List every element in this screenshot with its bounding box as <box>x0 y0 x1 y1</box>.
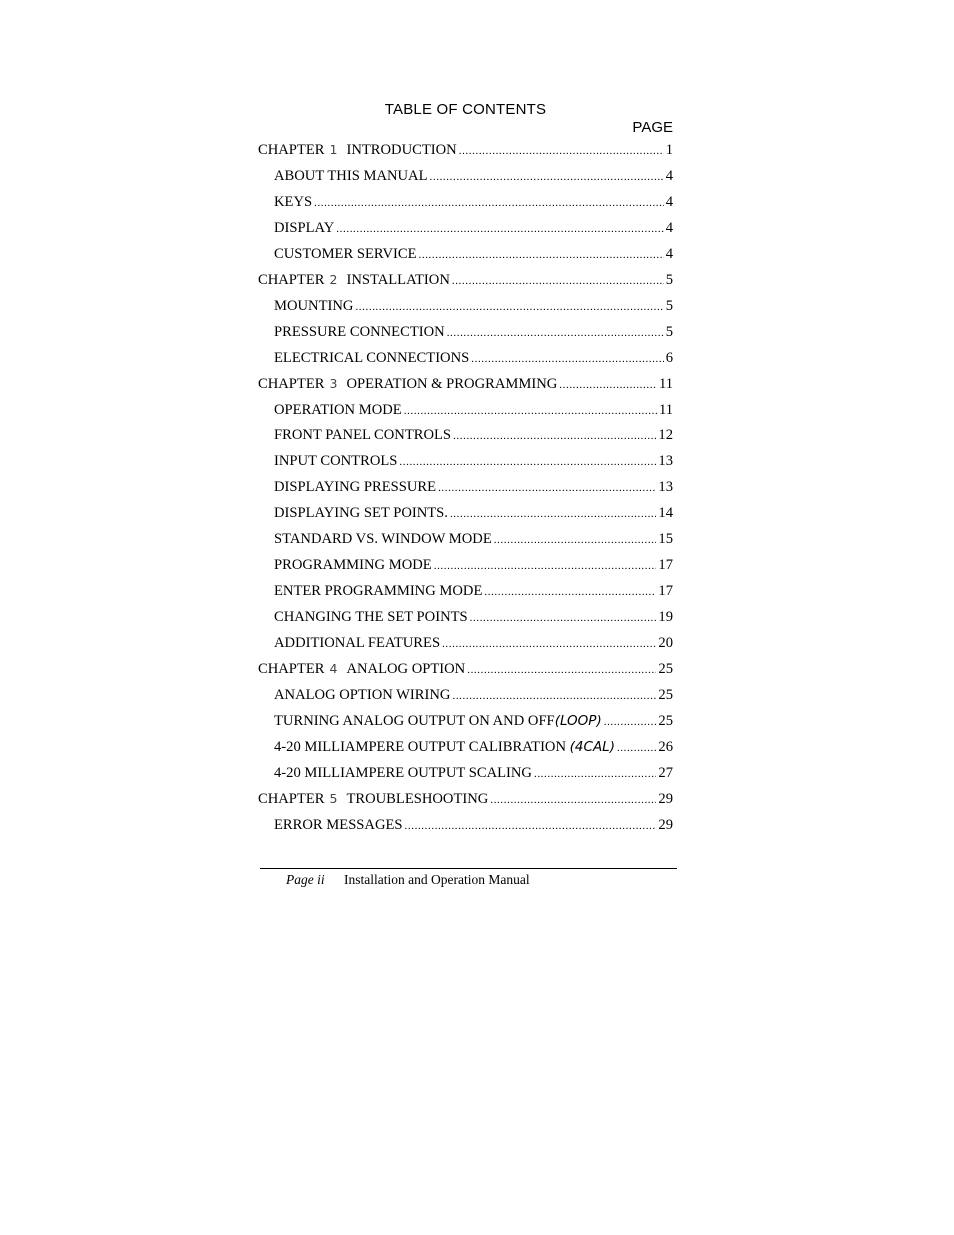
entry-page-number: 5 <box>665 272 673 288</box>
toc-entry-title <box>258 142 457 159</box>
entry-page-number: 19 <box>658 609 673 625</box>
chapter-number: 4 <box>329 661 338 676</box>
dot-leader <box>399 456 656 468</box>
toc-entry-title <box>274 609 468 626</box>
entry-page-number: 4 <box>665 168 673 184</box>
footer-page-number: Page ii <box>286 872 325 887</box>
entry-page-number: 4 <box>665 220 673 236</box>
chapter-label: CHAPTER <box>258 142 325 158</box>
entry-page-number: 29 <box>658 791 673 807</box>
chapter-label: CHAPTER <box>258 272 325 288</box>
toc-section-entry <box>274 427 673 447</box>
entry-title-text: INPUT CONTROLS <box>274 453 398 469</box>
toc-entry-title <box>274 220 334 237</box>
footer-manual-title: Installation and Operation Manual <box>344 872 530 887</box>
toc-section-entry <box>274 687 673 707</box>
entry-page-number: 6 <box>665 350 673 366</box>
entry-title-text: ANALOG OPTION <box>346 661 466 677</box>
toc-entry-title <box>258 272 450 289</box>
toc-entry-title <box>274 817 403 834</box>
dot-leader <box>490 794 656 806</box>
dot-leader <box>604 716 657 728</box>
entry-title-text: 4-20 MILLIAMPERE OUTPUT SCALING <box>274 765 532 781</box>
dot-leader <box>419 249 664 261</box>
entry-title-text: FRONT PANEL CONTROLS <box>274 427 452 443</box>
toc-section-entry <box>274 583 673 603</box>
toc-entry-title <box>274 194 312 211</box>
entry-page-number: 25 <box>658 661 673 677</box>
dot-leader <box>314 197 664 209</box>
dot-leader <box>336 223 663 235</box>
chapter-label: CHAPTER <box>258 791 325 807</box>
dot-leader <box>450 508 656 520</box>
chapter-number: 1 <box>329 142 338 157</box>
dot-leader <box>434 560 657 572</box>
dot-leader <box>404 405 657 417</box>
entry-page-number: 26 <box>658 739 673 755</box>
entry-title-text: STANDARD VS. WINDOW MODE <box>274 531 492 547</box>
toc-entry-title <box>274 324 445 341</box>
toc-entry-title <box>258 661 465 678</box>
toc-entry-title <box>274 505 448 522</box>
toc-entry-title <box>258 791 488 808</box>
toc-entry-title <box>274 531 492 548</box>
entry-title-text: DISPLAYING PRESSURE <box>274 479 437 495</box>
dot-leader <box>470 612 657 624</box>
page-footer <box>286 872 530 888</box>
entry-page-number: 17 <box>658 557 673 573</box>
dot-leader <box>467 664 656 676</box>
entry-page-number: 5 <box>665 324 673 340</box>
entry-title-text: CHANGING THE SET POINTS <box>274 609 468 625</box>
toc-section-entry <box>274 453 673 473</box>
entry-title-text: ABOUT THIS MANUAL <box>274 168 428 184</box>
toc-entry-title <box>274 635 440 652</box>
toc-section-entry <box>274 168 673 188</box>
entry-title-text: CUSTOMER SERVICE <box>274 246 417 262</box>
toc-chapter-entry <box>258 142 673 162</box>
entry-page-number: 1 <box>665 142 673 158</box>
chapter-label: CHAPTER <box>258 661 325 677</box>
toc-entry-title <box>274 687 450 704</box>
toc-entry-title <box>274 427 451 444</box>
entry-page-number: 17 <box>658 583 673 599</box>
toc-entry-title <box>274 168 428 185</box>
toc-chapter-entry <box>258 376 673 396</box>
dot-leader <box>452 690 656 702</box>
entry-title-text: KEYS <box>274 194 313 210</box>
toc-section-entry <box>274 298 673 318</box>
toc-chapter-entry <box>258 661 673 681</box>
entry-page-number: 27 <box>658 765 673 781</box>
toc-section-entry <box>274 817 673 837</box>
dot-leader <box>453 430 656 442</box>
chapter-label: CHAPTER <box>258 376 325 392</box>
entry-page-number: 20 <box>658 635 673 651</box>
toc-section-entry <box>274 531 673 551</box>
entry-title-text: OPERATION MODE <box>274 402 402 418</box>
toc-entry-title <box>274 765 532 782</box>
toc-section-entry <box>274 479 673 499</box>
toc-entry-title <box>274 479 436 496</box>
dot-leader <box>484 586 656 598</box>
entry-title-text: INSTALLATION <box>346 272 450 288</box>
dot-leader <box>447 327 664 339</box>
page-column-header: PAGE <box>632 119 673 136</box>
entry-title-text: DISPLAY <box>274 220 335 236</box>
dot-leader <box>405 820 657 832</box>
entry-title-text: TROUBLESHOOTING <box>346 791 489 807</box>
toc-entry-title <box>274 453 397 470</box>
toc-section-entry <box>274 505 673 525</box>
entry-page-number: 29 <box>658 817 673 833</box>
dot-leader <box>430 171 664 183</box>
chapter-number: 2 <box>329 272 338 287</box>
entry-code: (4CAL) <box>569 739 615 755</box>
dot-leader <box>459 145 664 157</box>
entry-code: (LOOP) <box>554 713 602 729</box>
toc-entry-title <box>274 557 432 574</box>
entry-page-number: 5 <box>665 298 673 314</box>
entry-title-text: MOUNTING <box>274 298 354 314</box>
entry-page-number: 4 <box>665 246 673 262</box>
toc-entry-title <box>274 713 602 730</box>
toc-chapter-entry <box>258 272 673 292</box>
entry-title-text: 4-20 MILLIAMPERE OUTPUT CALIBRATION <box>274 739 570 755</box>
toc-entry-title <box>274 246 417 263</box>
entry-page-number: 14 <box>658 505 673 521</box>
toc-section-entry <box>274 194 673 214</box>
toc-section-entry <box>274 324 673 344</box>
toc-entry-title <box>274 402 402 419</box>
chapter-number: 3 <box>329 376 338 391</box>
entry-title-text: PRESSURE CONNECTION <box>274 324 445 340</box>
entry-page-number: 11 <box>658 402 673 418</box>
toc-title: TABLE OF CONTENTS <box>384 101 547 118</box>
entry-page-number: 4 <box>665 194 673 210</box>
toc-section-entry <box>274 402 673 422</box>
entry-page-number: 15 <box>658 531 673 547</box>
toc-entry-title <box>274 298 353 315</box>
entry-title-text: ANALOG OPTION WIRING <box>274 687 451 703</box>
entry-page-number: 13 <box>658 479 673 495</box>
toc-section-entry <box>274 739 673 759</box>
entry-title-text: ENTER PROGRAMMING MODE <box>274 583 483 599</box>
toc-section-entry <box>274 246 673 266</box>
chapter-number: 5 <box>329 791 338 806</box>
entry-title-text: TURNING ANALOG OUTPUT ON AND OFF <box>274 713 555 729</box>
toc-section-entry <box>274 765 673 785</box>
entry-page-number: 12 <box>658 427 673 443</box>
entry-title-text: ADDITIONAL FEATURES <box>274 635 441 651</box>
toc-entry-title <box>274 350 469 367</box>
entry-page-number: 25 <box>658 713 673 729</box>
toc-chapter-entry <box>258 791 673 811</box>
entry-page-number: 11 <box>658 376 673 392</box>
entry-title-text: OPERATION & PROGRAMMING <box>346 376 558 392</box>
toc-entry-title <box>274 739 615 756</box>
entry-title-text: PROGRAMMING MODE <box>274 557 432 573</box>
toc-section-entry <box>274 635 673 655</box>
toc-section-entry <box>274 609 673 629</box>
entry-page-number: 25 <box>658 687 673 703</box>
dot-leader <box>442 638 656 650</box>
entry-title-text: INTRODUCTION <box>346 142 457 158</box>
dot-leader <box>438 482 656 494</box>
toc-entry-title <box>258 376 557 393</box>
dot-leader <box>494 534 657 546</box>
dot-leader <box>559 379 657 391</box>
dot-leader <box>471 353 663 365</box>
footer-rule <box>260 868 677 869</box>
toc-section-entry <box>274 350 673 370</box>
entry-title-text: DISPLAYING SET POINTS. <box>274 505 448 521</box>
toc-section-entry <box>274 713 673 733</box>
dot-leader <box>534 768 656 780</box>
entry-title-text: ERROR MESSAGES <box>274 817 403 833</box>
entry-page-number: 13 <box>658 453 673 469</box>
toc-section-entry <box>274 220 673 240</box>
toc-section-entry <box>274 557 673 577</box>
dot-leader <box>617 742 656 754</box>
dot-leader <box>452 275 664 287</box>
dot-leader <box>355 301 663 313</box>
entry-title-text: ELECTRICAL CONNECTIONS <box>274 350 470 366</box>
toc-entry-title <box>274 583 482 600</box>
